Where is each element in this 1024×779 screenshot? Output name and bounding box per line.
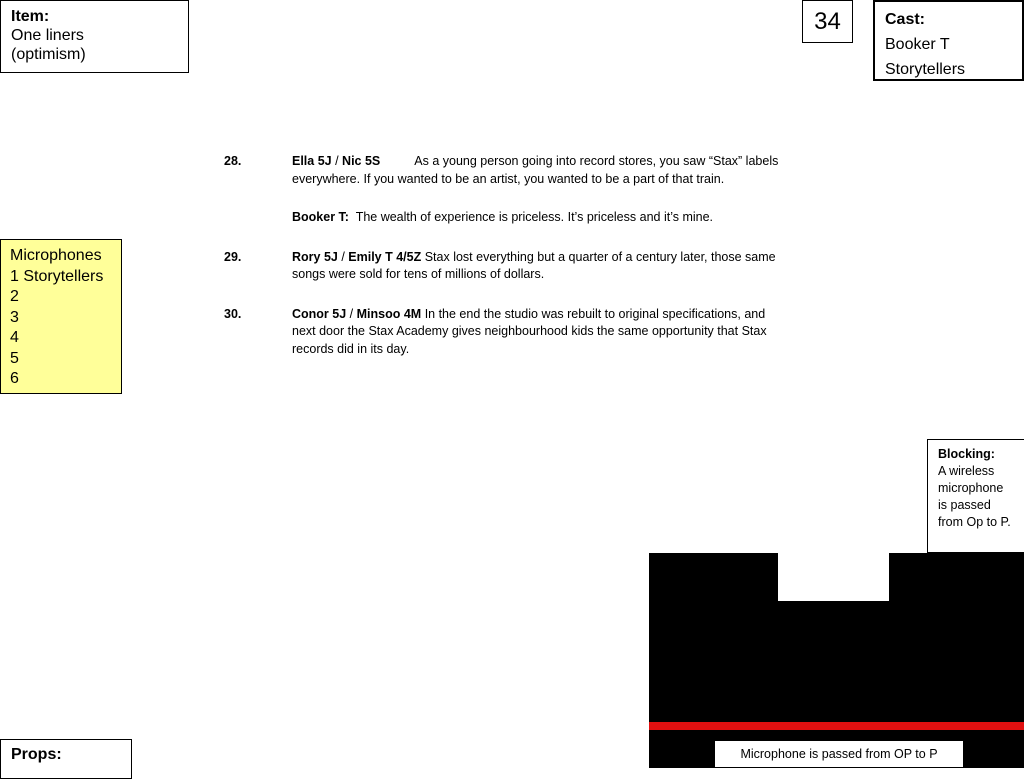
line-number: 30. — [224, 306, 242, 321]
script-line-29 — [224, 249, 784, 284]
line-text: The wealth of experience is priceless. It’s priceless and it’s mine. — [355, 210, 714, 224]
microphone-item: 1 Storytellers — [10, 267, 104, 285]
line-number: 28. — [224, 154, 242, 168]
speaker-name: Ella 5J — [292, 154, 332, 168]
props-box — [0, 739, 132, 779]
line-number: 29. — [224, 249, 242, 264]
blocking-label: Blocking: — [938, 447, 995, 461]
item-box — [0, 0, 189, 73]
line-text: Stax lost everything but a quarter of a century later, those same songs were sold for tens of millions of dollars. — [292, 249, 776, 281]
script-line-booker — [224, 209, 784, 227]
item-value-line2: (optimism) — [11, 46, 86, 63]
microphone-item: 2 — [10, 288, 19, 305]
stage-caption: Microphone is passed from OP to P — [714, 740, 964, 768]
cast-box — [873, 0, 1024, 81]
cast-member: Booker T — [885, 36, 950, 53]
stage-front-line — [649, 722, 1024, 730]
cast-label: Cast: — [885, 11, 926, 28]
stage-riser — [778, 553, 889, 601]
speaker-separator: / — [346, 306, 357, 321]
speaker-name: Conor 5J — [292, 306, 347, 321]
item-value-line1: One liners — [11, 27, 84, 44]
stage-diagram — [649, 553, 1024, 768]
cast-member: Storytellers — [885, 61, 966, 78]
line-text: As a young person going into record stores, you saw “Stax” labels everywhere. If you wanted to be an artist, you wanted to be a part of that train. — [292, 154, 779, 186]
speaker-separator: / — [331, 154, 343, 168]
speaker-name: Emily T 4/5Z — [348, 249, 422, 264]
script-line-30 — [224, 306, 784, 359]
props-label: Props: — [11, 746, 62, 763]
microphone-item: 5 — [10, 349, 19, 367]
item-label: Item: — [11, 8, 50, 25]
page-number: 34 — [802, 0, 853, 43]
script-body — [224, 153, 784, 380]
speaker-separator: / — [337, 249, 349, 264]
microphone-item: 6 — [10, 370, 19, 387]
blocking-box — [927, 439, 1024, 553]
microphone-item: 4 — [10, 329, 19, 346]
line-text: In the end the studio was rebuilt to original specifications, and next door the Stax Academy gives neighbourhood kids the same opportunity that Stax records did in its day. — [292, 306, 767, 356]
speaker-name: Nic 5S — [342, 154, 381, 168]
blocking-text: A wireless microphone is passed from Op to P. — [938, 464, 1011, 529]
microphones-title: Microphones — [10, 247, 102, 264]
speaker-name: Booker T: — [292, 210, 349, 224]
microphone-item: 3 — [10, 308, 19, 326]
microphones-box — [0, 239, 122, 394]
script-line-28 — [224, 153, 784, 188]
speaker-name: Rory 5J — [292, 249, 338, 264]
speaker-name: Minsoo 4M — [356, 306, 422, 321]
